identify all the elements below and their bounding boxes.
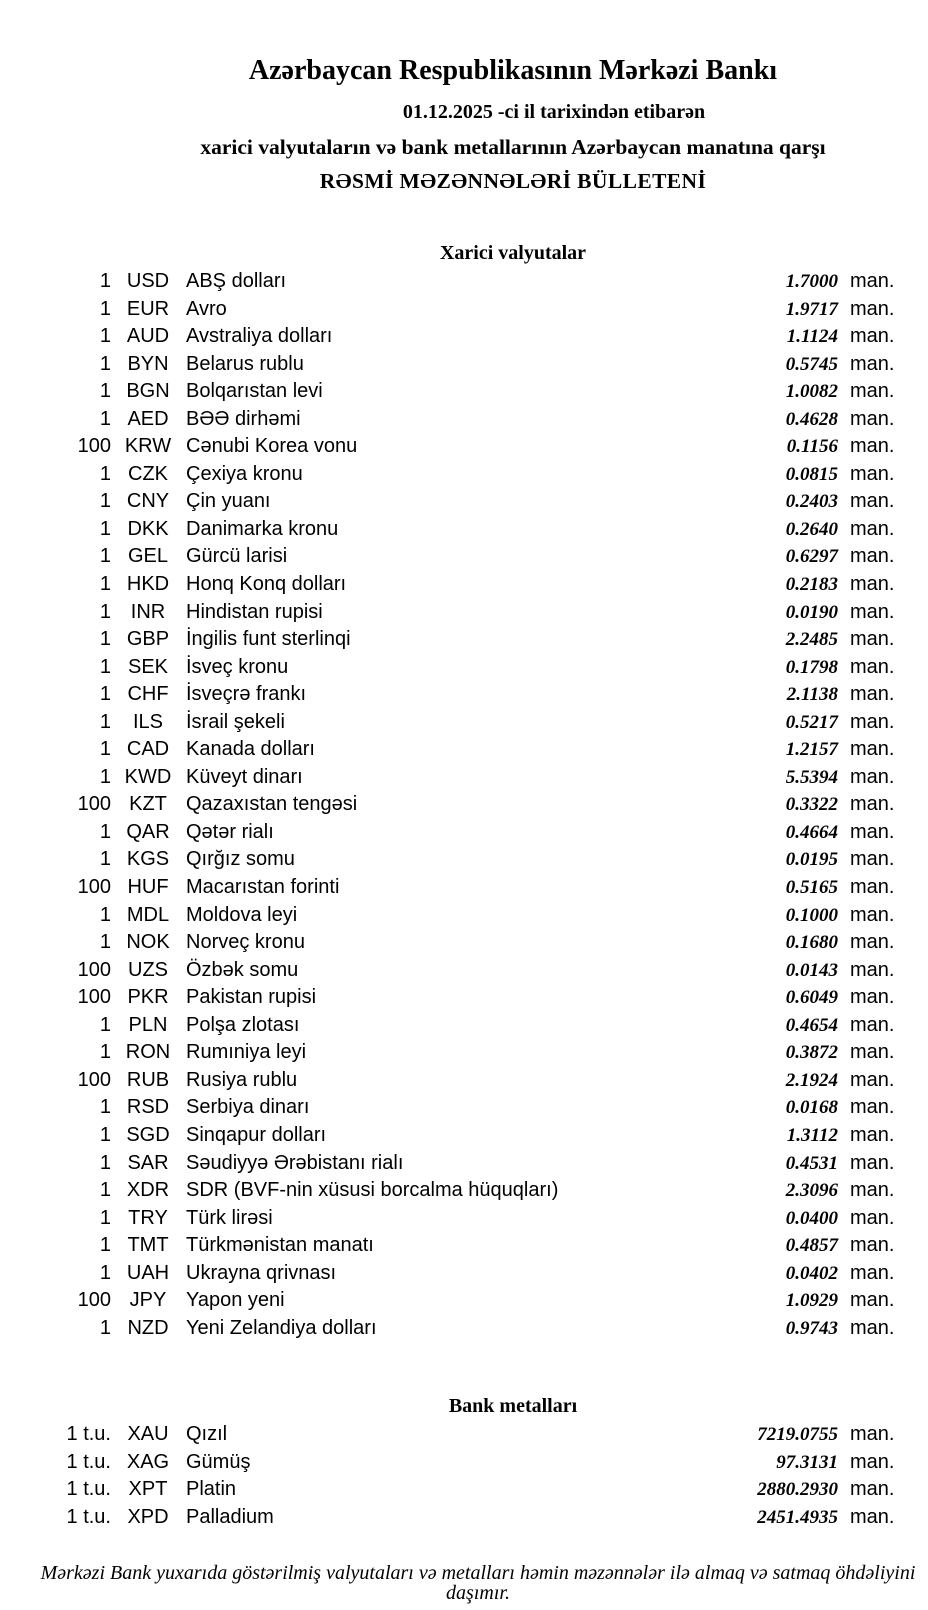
currency-row <box>0 901 928 929</box>
unit-cell: man. <box>850 1041 895 1064</box>
currency-row <box>0 1149 928 1177</box>
unit-cell: man. <box>850 793 895 816</box>
currencies-section-title: Xarici valyutalar <box>439 242 587 264</box>
quantity-cell: 1 t.u. <box>66 1450 111 1473</box>
currency-name-cell: Gürcü larisi <box>186 545 288 568</box>
currency-code-cell: AUD <box>126 325 170 348</box>
currency-code-cell: TRY <box>128 1206 168 1229</box>
quantity-cell: 1 <box>99 325 111 348</box>
rate-value-cell: 5.5394 <box>785 766 838 788</box>
unit-cell: man. <box>850 435 895 458</box>
currency-row <box>0 1011 928 1039</box>
quantity-cell: 1 <box>99 380 111 403</box>
quantity-cell: 1 t.u. <box>66 1478 111 1501</box>
metal-code-cell: XAG <box>126 1450 170 1473</box>
quantity-cell: 100 <box>77 435 111 458</box>
rate-value-cell: 0.4654 <box>785 1014 838 1036</box>
currency-row <box>0 818 928 846</box>
unit-cell: man. <box>850 490 895 513</box>
quantity-cell: 1 <box>99 352 111 375</box>
quantity-cell: 100 <box>77 1068 111 1091</box>
currency-name-cell: Macarıstan forinti <box>186 876 340 899</box>
currency-name-cell: SDR (BVF-nin xüsusi borcalma hüquqları) <box>186 1179 559 1202</box>
currency-code-cell: BGN <box>126 380 170 403</box>
rate-value-cell: 0.5745 <box>785 353 838 375</box>
quantity-cell: 1 <box>99 600 111 623</box>
rate-value-cell: 0.0143 <box>785 959 838 981</box>
quantity-cell: 100 <box>77 1289 111 1312</box>
unit-cell: man. <box>850 1123 895 1146</box>
currency-code-cell: RON <box>125 1041 171 1064</box>
unit-cell: man. <box>850 600 895 623</box>
currency-code-cell: SAR <box>127 1151 169 1174</box>
currency-code-cell: HKD <box>126 573 170 596</box>
rate-value-cell: 0.1798 <box>785 656 838 678</box>
unit-cell: man. <box>850 1505 895 1528</box>
currency-code-cell: NOK <box>126 931 170 954</box>
rate-value-cell: 1.9717 <box>785 298 838 320</box>
quantity-cell: 1 <box>99 1151 111 1174</box>
currency-name-cell: Özbək somu <box>186 958 299 981</box>
currency-code-cell: TMT <box>127 1234 169 1257</box>
rate-value-cell: 1.1124 <box>786 326 838 348</box>
currency-name-cell: Avstraliya dolları <box>186 325 333 348</box>
currency-row <box>0 570 928 598</box>
currency-code-cell: PKR <box>127 986 169 1009</box>
currency-row <box>0 845 928 873</box>
quantity-cell: 1 <box>99 738 111 761</box>
currency-name-cell: Honq Konq dolları <box>186 573 347 596</box>
currency-name-cell: Danimarka kronu <box>186 517 339 540</box>
unit-cell: man. <box>850 876 895 899</box>
currency-code-cell: HUF <box>127 876 169 899</box>
currency-name-cell: Avro <box>186 297 227 320</box>
currency-code-cell: CHF <box>127 683 169 706</box>
currency-row <box>0 267 928 295</box>
rate-value-cell: 2.2485 <box>785 629 838 651</box>
currency-row <box>0 542 928 570</box>
bulletin-title: RƏSMİ MƏZƏNNƏLƏRİ BÜLLETENİ <box>319 168 707 193</box>
currency-code-cell: GBP <box>126 628 170 651</box>
currency-code-cell: PLN <box>128 1013 168 1036</box>
unit-cell: man. <box>850 958 895 981</box>
unit-cell: man. <box>850 1179 895 1202</box>
currency-name-cell: Belarus rublu <box>186 352 304 375</box>
currency-code-cell: MDL <box>126 903 170 926</box>
quantity-cell: 1 <box>99 573 111 596</box>
currency-name-cell: BƏƏ dirhəmi <box>186 407 301 430</box>
currency-row <box>0 377 928 405</box>
currency-row <box>0 295 928 323</box>
quantity-cell: 1 <box>99 710 111 733</box>
currency-row <box>0 1259 928 1287</box>
quantity-cell: 1 <box>99 765 111 788</box>
rate-value-cell: 0.0190 <box>785 601 838 623</box>
currency-row <box>0 763 928 791</box>
unit-cell: man. <box>850 765 895 788</box>
metal-name-cell: Gümüş <box>186 1450 251 1473</box>
quantity-cell: 1 t.u. <box>66 1505 111 1528</box>
currency-name-cell: Türkmənistan manatı <box>186 1234 374 1257</box>
unit-cell: man. <box>850 738 895 761</box>
rate-value-cell: 0.0402 <box>785 1262 838 1284</box>
currency-code-cell: AED <box>127 407 169 430</box>
unit-cell: man. <box>850 986 895 1009</box>
quantity-cell: 1 t.u. <box>66 1423 111 1446</box>
currency-name-cell: İsveçrə frankı <box>186 683 307 706</box>
rate-value-cell: 1.2157 <box>785 739 838 761</box>
unit-cell: man. <box>850 820 895 843</box>
currency-code-cell: RSD <box>126 1096 170 1119</box>
currency-name-cell: Qətər rialı <box>186 820 274 843</box>
unit-cell: man. <box>850 628 895 651</box>
currency-row <box>0 1176 928 1204</box>
subtitle-line: xarici valyutaların və bank metallarının Azərbaycan manatına qarşı <box>200 135 826 159</box>
currency-name-cell: Çexiya kronu <box>186 462 303 485</box>
metal-name-cell: Platin <box>186 1478 237 1501</box>
quantity-cell: 1 <box>99 1261 111 1284</box>
rate-value-cell: 0.2403 <box>785 491 838 513</box>
currency-code-cell: ILS <box>132 710 164 733</box>
metals-table <box>0 1420 928 1530</box>
rate-value-cell: 0.4531 <box>785 1152 838 1174</box>
quantity-cell: 1 <box>99 1041 111 1064</box>
quantity-cell: 1 <box>99 655 111 678</box>
metal-name-cell: Palladium <box>186 1505 274 1528</box>
rate-value-cell: 0.6297 <box>785 546 838 568</box>
rate-value-cell: 2.1924 <box>785 1069 838 1091</box>
unit-cell: man. <box>850 352 895 375</box>
quantity-cell: 1 <box>99 1013 111 1036</box>
disclaimer-text: Mərkəzi Bank yuxarıda göstərilmiş valyutaları və metalları həmin məzənnələr ilə almaq və satmaq öhdəliyini daşımır. <box>40 1561 916 1604</box>
currency-row <box>0 487 928 515</box>
unit-cell: man. <box>850 380 895 403</box>
rate-value-cell: 7219.0755 <box>757 1424 838 1446</box>
currency-code-cell: NZD <box>127 1316 169 1339</box>
currency-code-cell: QAR <box>126 820 170 843</box>
currency-row <box>0 1231 928 1259</box>
currency-row <box>0 956 928 984</box>
currency-code-cell: CAD <box>126 738 170 761</box>
unit-cell: man. <box>850 407 895 430</box>
unit-cell: man. <box>850 545 895 568</box>
quantity-cell: 1 <box>99 407 111 430</box>
currency-code-cell: CZK <box>128 462 168 485</box>
currency-row <box>0 1066 928 1094</box>
unit-cell: man. <box>850 270 895 292</box>
rate-value-cell: 2880.2930 <box>757 1479 838 1501</box>
currency-name-cell: Cənubi Korea vonu <box>186 435 358 458</box>
quantity-cell: 1 <box>99 1096 111 1119</box>
rate-value-cell: 0.1156 <box>786 436 838 458</box>
unit-cell: man. <box>850 462 895 485</box>
rate-value-cell: 1.7000 <box>785 271 838 292</box>
currency-row <box>0 983 928 1011</box>
unit-cell: man. <box>850 325 895 348</box>
rate-value-cell: 0.1000 <box>785 904 838 926</box>
currency-row <box>0 790 928 818</box>
currency-row <box>0 680 928 708</box>
metal-row <box>0 1503 928 1531</box>
currency-name-cell: Səudiyyə Ərəbistanı rialı <box>186 1151 404 1174</box>
currency-name-cell: Yapon yeni <box>186 1289 285 1312</box>
currency-name-cell: Rumıniya leyi <box>186 1041 307 1064</box>
rate-value-cell: 0.1680 <box>785 932 838 954</box>
currency-code-cell: KGS <box>126 848 170 871</box>
currency-name-cell: Türk lirəsi <box>186 1206 273 1229</box>
currency-code-cell: BYN <box>127 352 169 375</box>
currency-row <box>0 1093 928 1121</box>
effective-date-line: 01.12.2025 -ci il tarixindən etibarən <box>402 101 706 123</box>
bank-name-title: Azərbaycan Respublikasının Mərkəzi Bankı <box>248 55 778 86</box>
quantity-cell: 1 <box>99 903 111 926</box>
metal-name-cell: Qızıl <box>186 1423 228 1446</box>
currency-name-cell: Hindistan rupisi <box>186 600 323 623</box>
rate-value-cell: 1.0082 <box>785 381 838 403</box>
currency-code-cell: GEL <box>127 545 169 568</box>
unit-cell: man. <box>850 573 895 596</box>
currency-name-cell: Kanada dolları <box>186 738 315 761</box>
rate-value-cell: 0.6049 <box>785 987 838 1009</box>
unit-cell: man. <box>850 710 895 733</box>
currency-row <box>0 1121 928 1149</box>
metal-row <box>0 1475 928 1503</box>
rate-value-cell: 1.3112 <box>786 1124 838 1146</box>
currency-code-cell: UZS <box>128 958 168 981</box>
currency-row <box>0 625 928 653</box>
quantity-cell: 100 <box>77 958 111 981</box>
document-footer <box>0 1563 928 1603</box>
currency-name-cell: Qazaxıstan tengəsi <box>186 793 358 816</box>
currency-row <box>0 432 928 460</box>
unit-cell: man. <box>850 655 895 678</box>
unit-cell: man. <box>850 1423 895 1446</box>
unit-cell: man. <box>850 1289 895 1312</box>
currency-name-cell: Norveç kronu <box>186 931 305 954</box>
currency-code-cell: KZT <box>129 793 167 816</box>
unit-cell: man. <box>850 1478 895 1501</box>
currency-row <box>0 1204 928 1232</box>
currency-name-cell: Yeni Zelandiya dolları <box>186 1316 377 1339</box>
rate-value-cell: 0.4664 <box>785 821 838 843</box>
metal-code-cell: XPT <box>128 1478 168 1501</box>
metal-code-cell: XAU <box>127 1423 169 1446</box>
rate-value-cell: 0.0168 <box>785 1097 838 1119</box>
currency-name-cell: İsrail şekeli <box>186 710 285 733</box>
currency-name-cell: Çin yuanı <box>186 490 271 513</box>
currency-name-cell: Serbiya dinarı <box>186 1096 310 1119</box>
metal-row <box>0 1420 928 1448</box>
unit-cell: man. <box>850 1096 895 1119</box>
unit-cell: man. <box>850 1013 895 1036</box>
rate-value-cell: 2451.4935 <box>757 1506 838 1528</box>
currency-row <box>0 873 928 901</box>
currency-row <box>0 460 928 488</box>
currency-row <box>0 598 928 626</box>
currency-row <box>0 1038 928 1066</box>
currency-code-cell: KWD <box>124 765 172 788</box>
rate-value-cell: 0.2640 <box>785 518 838 540</box>
currency-name-cell: İsveç kronu <box>186 655 289 678</box>
quantity-cell: 100 <box>77 986 111 1009</box>
quantity-cell: 1 <box>99 683 111 706</box>
currency-name-cell: Polşa zlotası <box>186 1013 300 1036</box>
unit-cell: man. <box>850 1450 895 1473</box>
quantity-cell: 1 <box>99 1206 111 1229</box>
rate-value-cell: 0.3322 <box>785 794 838 816</box>
currency-row <box>0 735 928 763</box>
currency-row <box>0 1286 928 1314</box>
metal-row <box>0 1448 928 1476</box>
rate-value-cell: 0.0400 <box>785 1207 838 1229</box>
currency-row <box>0 1314 928 1342</box>
quantity-cell: 1 <box>99 462 111 485</box>
currency-code-cell: UAH <box>126 1261 170 1284</box>
rate-value-cell: 0.9743 <box>785 1317 838 1339</box>
rate-value-cell: 0.5217 <box>785 711 838 733</box>
quantity-cell: 1 <box>99 1316 111 1339</box>
currency-row <box>0 322 928 350</box>
unit-cell: man. <box>850 517 895 540</box>
rate-value-cell: 0.3872 <box>785 1042 838 1064</box>
rate-value-cell: 0.4857 <box>785 1235 838 1257</box>
rate-value-cell: 0.4628 <box>785 408 838 430</box>
currency-row <box>0 405 928 433</box>
unit-cell: man. <box>850 683 895 706</box>
unit-cell: man. <box>850 1234 895 1257</box>
rate-value-cell: 97.3131 <box>776 1451 838 1473</box>
quantity-cell: 100 <box>77 793 111 816</box>
unit-cell: man. <box>850 931 895 954</box>
currency-row <box>0 350 928 378</box>
currency-name-cell: Sinqapur dolları <box>186 1123 327 1146</box>
currency-name-cell: Ukrayna qrivnası <box>186 1261 337 1284</box>
quantity-cell: 1 <box>99 1179 111 1202</box>
metals-section-title: Bank metalları <box>448 1395 578 1418</box>
currency-code-cell: SGD <box>126 1123 170 1146</box>
quantity-cell: 1 <box>99 545 111 568</box>
currency-code-cell: RUB <box>126 1068 170 1091</box>
currency-row <box>0 708 928 736</box>
quantity-cell: 1 <box>99 1123 111 1146</box>
currencies-table <box>0 267 928 1341</box>
unit-cell: man. <box>850 1316 895 1339</box>
currency-row <box>0 928 928 956</box>
unit-cell: man. <box>850 848 895 871</box>
rate-value-cell: 0.2183 <box>785 574 838 596</box>
currency-code-cell: JPY <box>129 1289 167 1312</box>
quantity-cell: 1 <box>99 270 111 292</box>
quantity-cell: 1 <box>99 820 111 843</box>
quantity-cell: 1 <box>99 517 111 540</box>
rate-value-cell: 2.3096 <box>785 1180 838 1202</box>
currency-code-cell: USD <box>126 270 170 292</box>
rate-value-cell: 2.1138 <box>786 684 838 706</box>
quantity-cell: 1 <box>99 297 111 320</box>
currency-name-cell: Pakistan rupisi <box>186 986 317 1009</box>
rate-value-cell: 0.5165 <box>785 877 838 899</box>
bank-metals-section <box>0 1396 928 1530</box>
currency-name-cell: İngilis funt sterlinqi <box>186 628 351 651</box>
quantity-cell: 1 <box>99 628 111 651</box>
quantity-cell: 100 <box>77 876 111 899</box>
currency-row <box>0 653 928 681</box>
rate-value-cell: 0.0195 <box>785 849 838 871</box>
currency-code-cell: DKK <box>127 517 169 540</box>
unit-cell: man. <box>850 297 895 320</box>
unit-cell: man. <box>850 1261 895 1284</box>
currency-code-cell: XDR <box>126 1179 170 1202</box>
foreign-currencies-section <box>0 243 928 1341</box>
rate-value-cell: 1.0929 <box>785 1290 838 1312</box>
currency-name-cell: Moldova leyi <box>186 903 298 926</box>
currency-name-cell: Küveyt dinarı <box>186 765 303 788</box>
currency-name-cell: ABŞ dolları <box>186 270 287 292</box>
unit-cell: man. <box>850 903 895 926</box>
currency-name-cell: Bolqarıstan levi <box>186 380 323 403</box>
unit-cell: man. <box>850 1206 895 1229</box>
currency-code-cell: KRW <box>124 435 172 458</box>
currency-row <box>0 515 928 543</box>
currency-code-cell: CNY <box>126 490 170 513</box>
quantity-cell: 1 <box>99 1234 111 1257</box>
quantity-cell: 1 <box>99 490 111 513</box>
unit-cell: man. <box>850 1151 895 1174</box>
rate-value-cell: 0.0815 <box>785 463 838 485</box>
quantity-cell: 1 <box>99 848 111 871</box>
currency-code-cell: INR <box>130 600 166 623</box>
currency-name-cell: Rusiya rublu <box>186 1068 298 1091</box>
unit-cell: man. <box>850 1068 895 1091</box>
currency-code-cell: EUR <box>126 297 170 320</box>
currency-code-cell: SEK <box>127 655 169 678</box>
currency-name-cell: Qırğız somu <box>186 848 295 871</box>
quantity-cell: 1 <box>99 931 111 954</box>
metal-code-cell: XPD <box>127 1505 169 1528</box>
document-header <box>0 0 928 192</box>
